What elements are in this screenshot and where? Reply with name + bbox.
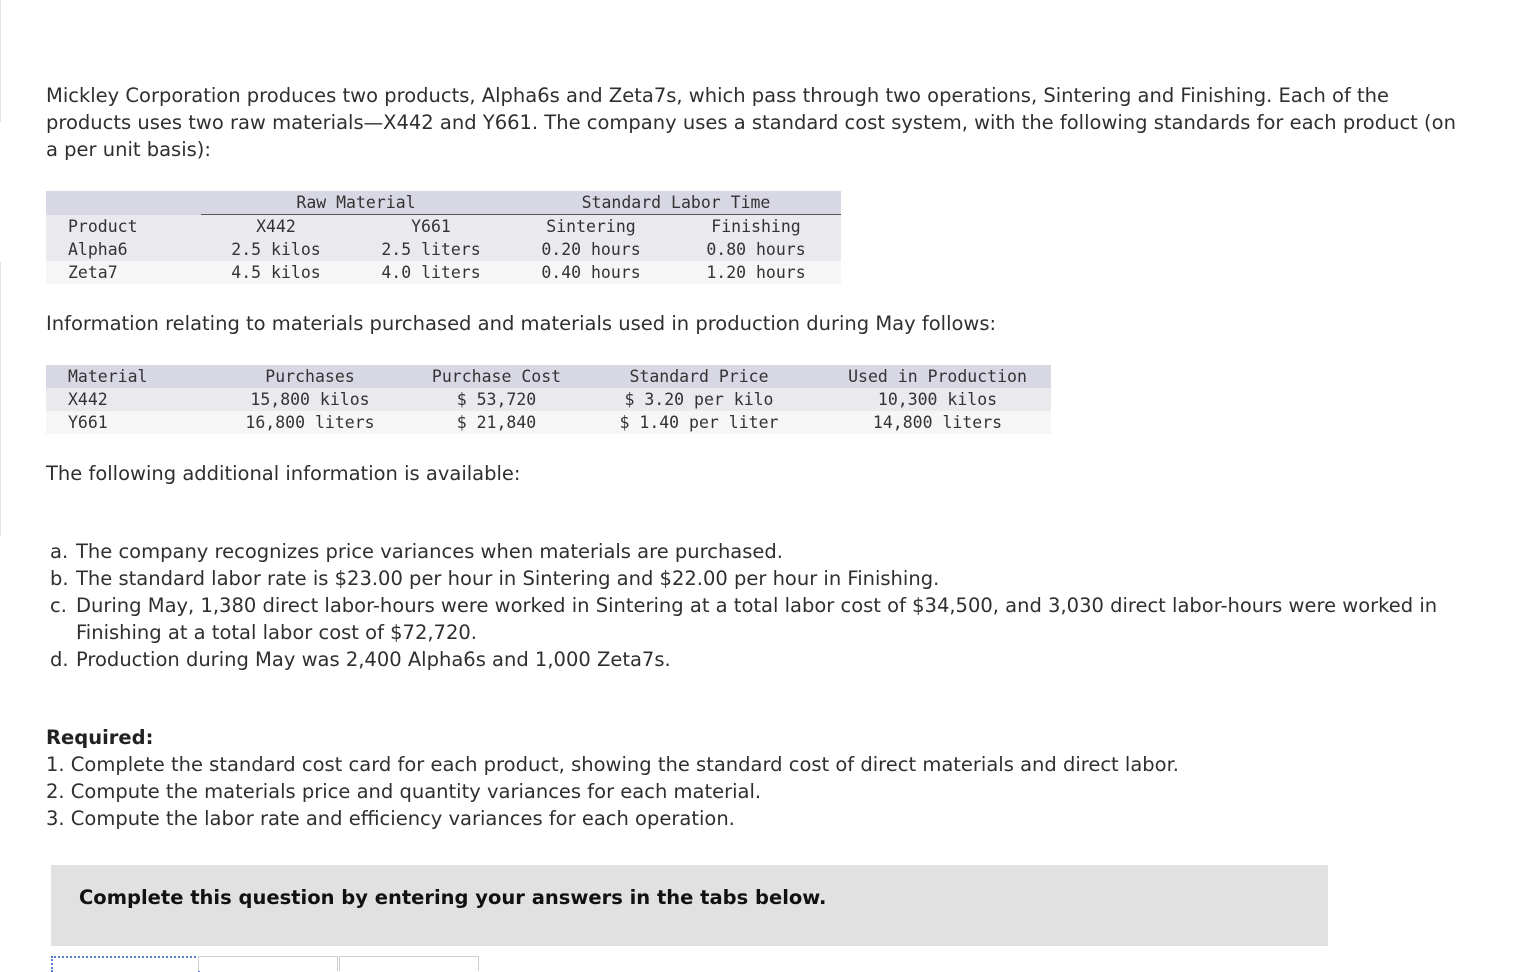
required-line: 2. Compute the materials price and quantity variances for each material. [46,780,762,803]
list-item-text: The company recognizes price variances when materials are purchased. [76,540,783,563]
cell-material: Y661 [46,411,201,434]
list-item [50,592,1440,646]
materials-table [46,365,1051,434]
cell-standard-price: $ 3.20 per kilo [574,388,824,411]
header-product: Product [46,215,201,239]
cell-standard-price: $ 1.40 per liter [574,411,824,434]
cell-sintering: 0.40 hours [511,261,671,284]
header-purchase-cost: Purchase Cost [419,365,574,388]
cell-purchase-cost: $ 21,840 [419,411,574,434]
list-item-text: During May, 1,380 direct labor-hours were worked in Sintering at a total labor cost of $34,500, and 3,030 direct labor-hours were worked in Finishing at a total labor cost of $72,720. [76,594,1438,644]
cell-sintering: 0.20 hours [511,238,671,261]
cell-product: Zeta7 [46,261,201,284]
materials-info-paragraph: Information relating to materials purchased and materials used in production during May follows: [46,312,997,335]
header-used-in-production: Used in Production [824,365,1051,388]
group-header-raw-material: Raw Material [201,191,511,215]
list-marker: a. [50,540,69,563]
required-line: 3. Compute the labor rate and efficiency variances for each operation. [46,807,735,830]
page-edge-line [0,262,5,536]
cell-used-in-production: 14,800 liters [824,411,1051,434]
header-standard-price: Standard Price [574,365,824,388]
header-purchases: Purchases [201,365,419,388]
header-y661: Y661 [351,215,511,239]
standards-table [46,191,841,284]
table-row [46,411,1051,434]
page-edge-line [0,0,5,122]
cell-purchase-cost: $ 53,720 [419,388,574,411]
header-x442: X442 [201,215,351,239]
cell-product: Alpha6 [46,238,201,261]
table-header-row [46,365,1051,388]
instruction-banner [51,865,1328,946]
table-header-row [46,215,841,239]
required-heading: Required: [46,726,154,749]
cell-finishing: 0.80 hours [671,238,841,261]
list-marker: c. [50,594,67,617]
table-group-header-row [46,191,841,215]
cell-used-in-production: 10,300 kilos [824,388,1051,411]
intro-paragraph: Mickley Corporation produces two products, Alpha6s and Zeta7s, which pass through two operations, Sintering and Finishing. Each of the products uses two raw materials—X442 and Y661. The company uses a standard cost system, with the following standards for each product (on a per unit basis): [46,84,1456,161]
header-sintering: Sintering [511,215,671,239]
additional-info-paragraph: The following additional information is available: [46,462,521,485]
cell-purchases: 15,800 kilos [201,388,419,411]
cell-material: X442 [46,388,201,411]
list-marker: b. [50,567,69,590]
answer-tab-3[interactable] [339,956,479,971]
cell-y661: 2.5 liters [351,238,511,261]
cell-x442: 4.5 kilos [201,261,351,284]
header-material: Material [46,365,201,388]
instruction-banner-text: Complete this question by entering your answers in the tabs below. [79,886,827,909]
header-finishing: Finishing [671,215,841,239]
list-item-text: The standard labor rate is $23.00 per hour in Sintering and $22.00 per hour in Finishing. [76,567,940,590]
answer-tab-2[interactable] [198,956,338,971]
table-row [46,261,841,284]
required-section [46,724,1346,832]
list-marker: d. [50,648,69,671]
list-item-text: Production during May was 2,400 Alpha6s and 1,000 Zeta7s. [76,648,671,671]
list-item [50,565,1440,592]
list-item [50,646,1440,673]
required-line: 1. Complete the standard cost card for each product, showing the standard cost of direct materials and direct labor. [46,753,1179,776]
cell-finishing: 1.20 hours [671,261,841,284]
table-row [46,388,1051,411]
table-row [46,238,841,261]
cell-purchases: 16,800 liters [201,411,419,434]
list-item [50,538,1440,565]
cell-x442: 2.5 kilos [201,238,351,261]
group-header-labor-time: Standard Labor Time [511,191,841,215]
cell-y661: 4.0 liters [351,261,511,284]
additional-info-list [50,538,1440,673]
answer-tab-1[interactable] [51,956,200,972]
